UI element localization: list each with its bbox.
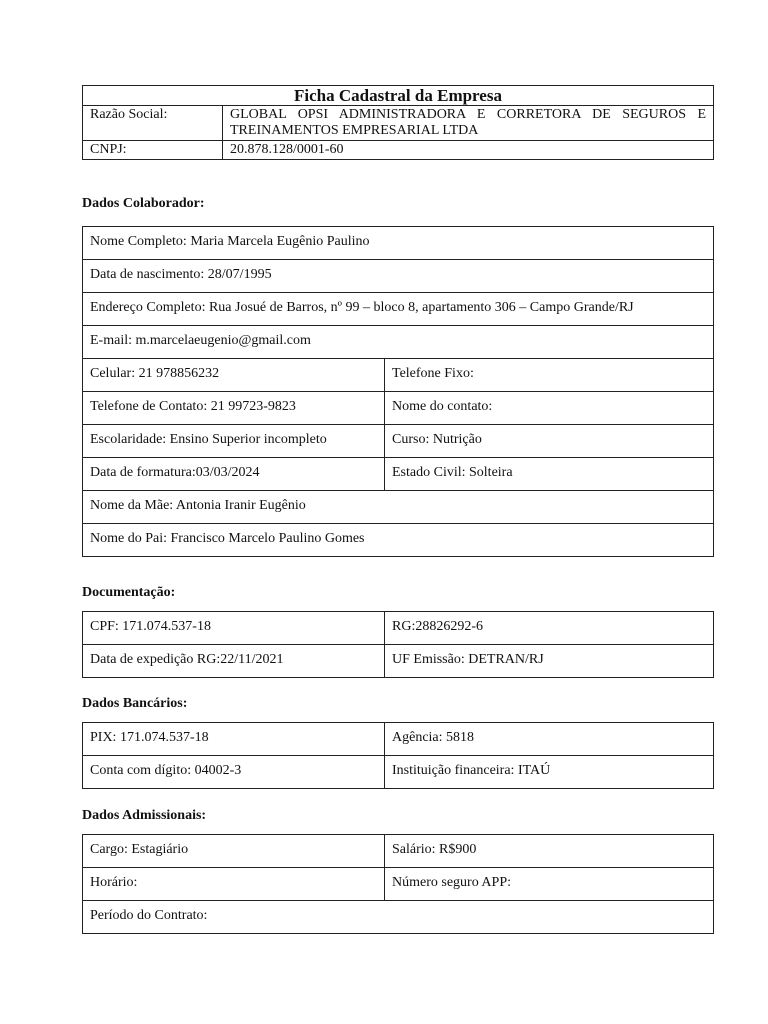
table-row xyxy=(83,293,714,326)
telefone-contato-field: Telefone de Contato: 21 99723-9823 xyxy=(83,392,385,425)
salario-field: Salário: R$900 xyxy=(385,835,714,868)
table-row xyxy=(83,425,714,458)
razao-social-row xyxy=(83,106,714,141)
cargo-field: Cargo: Estagiário xyxy=(83,835,385,868)
table-row xyxy=(83,458,714,491)
agencia-field: Agência: 5818 xyxy=(385,723,714,756)
table-row xyxy=(83,835,714,868)
table-row xyxy=(83,612,714,645)
nome-pai-field: Nome do Pai: Francisco Marcelo Paulino Gomes xyxy=(83,524,714,557)
celular-field: Celular: 21 978856232 xyxy=(83,359,385,392)
company-title-row xyxy=(83,86,714,106)
documentacao-heading: Documentação: xyxy=(82,585,176,600)
seguro-field: Número seguro APP: xyxy=(385,868,714,901)
table-row xyxy=(83,645,714,678)
table-row xyxy=(83,491,714,524)
expedicao-field: Data de expedição RG:22/11/2021 xyxy=(83,645,385,678)
admissionais-heading: Dados Admissionais: xyxy=(82,808,207,823)
documentacao-table xyxy=(82,611,714,678)
curso-field: Curso: Nutrição xyxy=(385,425,714,458)
uf-emissao-field: UF Emissão: DETRAN/RJ xyxy=(385,645,714,678)
cpf-field: CPF: 171.074.537-18 xyxy=(83,612,385,645)
admissionais-table xyxy=(82,834,714,934)
horario-field: Horário: xyxy=(83,868,385,901)
formatura-field: Data de formatura:03/03/2024 xyxy=(83,458,385,491)
nascimento-field: Data de nascimento: 28/07/1995 xyxy=(83,260,714,293)
pix-field: PIX: 171.074.537-18 xyxy=(83,723,385,756)
endereco-field: Endereço Completo: Rua Josué de Barros, nº 99 – bloco 8, apartamento 306 – Campo Grande/RJ xyxy=(83,293,714,326)
colaborador-heading: Dados Colaborador: xyxy=(82,196,205,211)
colaborador-table xyxy=(82,226,714,557)
razao-social-label: Razão Social: xyxy=(83,106,223,141)
conta-field: Conta com dígito: 04002-3 xyxy=(83,756,385,789)
email-field: E-mail: m.marcelaeugenio@gmail.com xyxy=(83,326,714,359)
table-row xyxy=(83,901,714,934)
bancarios-table xyxy=(82,722,714,789)
table-row xyxy=(83,723,714,756)
periodo-contrato-field: Período do Contrato: xyxy=(83,901,714,934)
table-row xyxy=(83,392,714,425)
page-title: Ficha Cadastral da Empresa xyxy=(83,86,714,106)
cnpj-value: 20.878.128/0001-60 xyxy=(223,141,714,160)
table-row xyxy=(83,260,714,293)
escolaridade-field: Escolaridade: Ensino Superior incompleto xyxy=(83,425,385,458)
table-row xyxy=(83,524,714,557)
instituicao-field: Instituição financeira: ITAÚ xyxy=(385,756,714,789)
table-row xyxy=(83,756,714,789)
razao-social-value: GLOBAL OPSI ADMINISTRADORA E CORRETORA DE SEGUROS E TREINAMENTOS EMPRESARIAL LTDA xyxy=(223,106,714,141)
nome-contato-field: Nome do contato: xyxy=(385,392,714,425)
nome-mae-field: Nome da Mãe: Antonia Iranir Eugênio xyxy=(83,491,714,524)
estado-civil-field: Estado Civil: Solteira xyxy=(385,458,714,491)
rg-field: RG:28826292-6 xyxy=(385,612,714,645)
table-row xyxy=(83,359,714,392)
cnpj-label: CNPJ: xyxy=(83,141,223,160)
table-row xyxy=(83,227,714,260)
table-row xyxy=(83,868,714,901)
telefone-fixo-field: Telefone Fixo: xyxy=(385,359,714,392)
nome-completo-field: Nome Completo: Maria Marcela Eugênio Paulino xyxy=(83,227,714,260)
company-table xyxy=(82,85,714,160)
cnpj-row xyxy=(83,141,714,160)
table-row xyxy=(83,326,714,359)
bancarios-heading: Dados Bancários: xyxy=(82,696,188,711)
